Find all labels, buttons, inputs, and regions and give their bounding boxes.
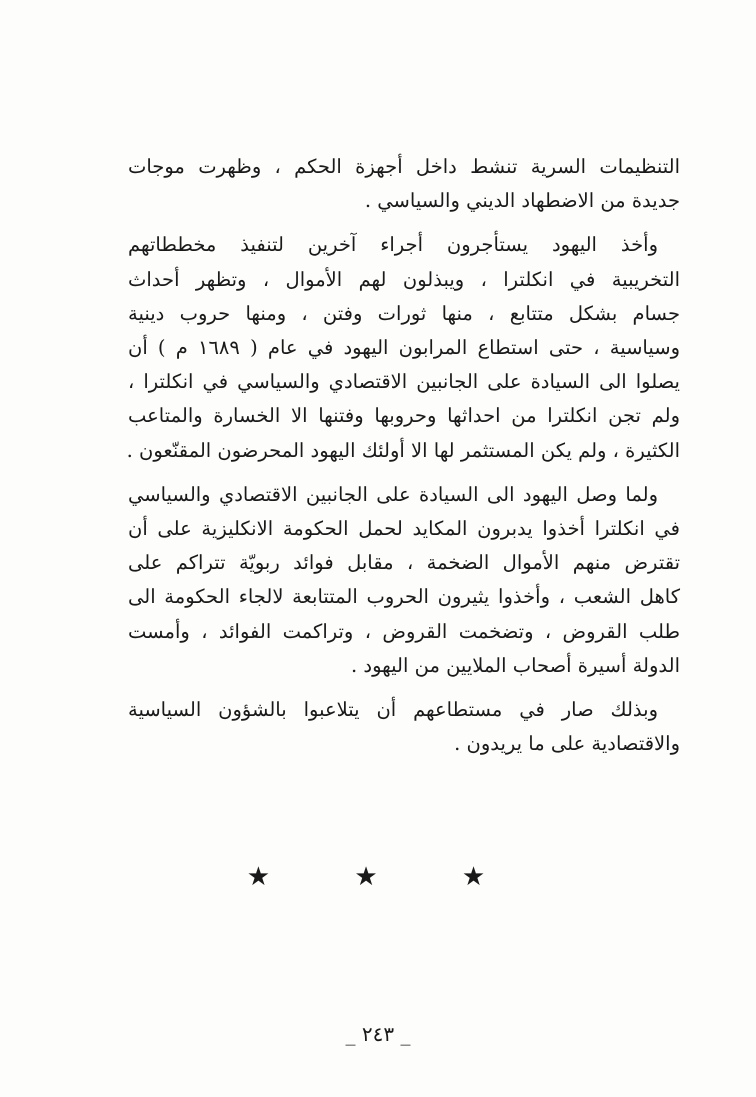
section-separator	[0, 862, 756, 892]
text-line: وبذلك صار في مستطاعهم أن يتلاعبوا بالشؤون السياسية	[128, 698, 658, 722]
text-line: الكثيرة ، ولم يكن المستثمر لها الا أولئك اليهود المحرضون المقنّعون .	[126, 438, 680, 462]
paragraph-2	[128, 228, 680, 467]
text-line: جديدة من الاضطهاد الديني والسياسي .	[364, 189, 680, 213]
paragraph-4	[128, 693, 680, 761]
text-line: الدولة أسيرة أصحاب الملايين من اليهود .	[351, 653, 680, 677]
text-line: طلب القروض ، وتضخمت القروض ، وتراكمت الفوائد ، وأمست	[128, 619, 680, 643]
text-line: تقترض منهم الأموال الضخمة ، مقابل فوائد ربويّة تتراكم على	[128, 551, 680, 575]
star-icon: ★	[354, 862, 416, 892]
paragraph-1	[128, 150, 680, 218]
text-line: ولم تجن انكلترا من احداثها وحروبها وفتنها الا الخسارة والمتاعب	[128, 404, 680, 428]
text-line: التنظيمات السرية تنشط داخل أجهزة الحكم ، وظهرت موجات	[128, 155, 680, 178]
star-icon: ★	[246, 862, 309, 892]
text-line: في انكلترا أخذوا يدبرون المكايد لحمل الحكومة الانكليزية على أن	[128, 517, 680, 541]
text-line: التخريبية في انكلترا ، ويبذلون لهم الأموال ، وتظهر أحداث	[128, 267, 680, 291]
text-line: والاقتصادية على ما يريدون .	[454, 732, 680, 756]
text-line: يصلوا الى السيادة على الجانبين الاقتصادي والسياسي في انكلترا ،	[128, 370, 680, 394]
star-icon: ★	[461, 862, 524, 892]
text-line: وأخذ اليهود يستأجرون أجراء آخرين لتنفيذ مخططاتهم	[128, 233, 658, 257]
text-line: ولما وصل اليهود الى السيادة على الجانبين الاقتصادي والسياسي	[128, 482, 658, 506]
paragraph-3	[128, 478, 680, 683]
page-number: _ ٢٤٣ _	[345, 1022, 411, 1046]
text-line: جسام بشكل متتابع ، منها ثورات وفتن ، ومنها حروب دينية	[128, 301, 680, 325]
text-line: وسياسية ، حتى استطاع المرابون اليهود في عام ( ١٦٨٩ م ) أن	[128, 336, 680, 360]
body-text	[128, 150, 680, 771]
text-line: كاهل الشعب ، وأخذوا يثيرون الحروب المتتابعة لالجاء الحكومة الى	[128, 585, 680, 609]
